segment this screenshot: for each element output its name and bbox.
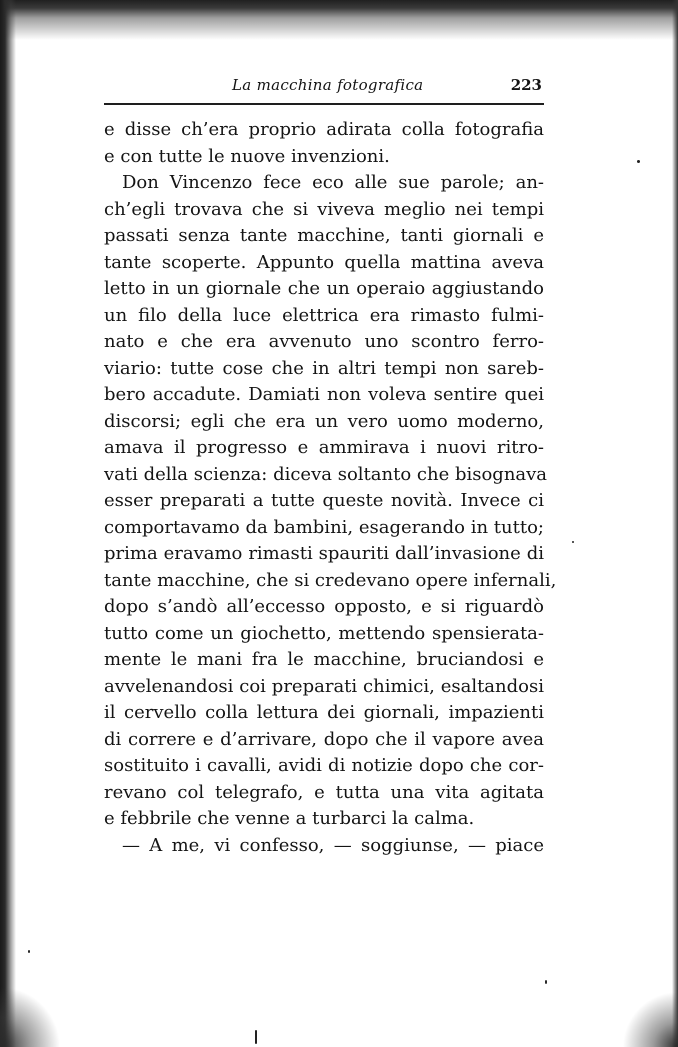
header-rule — [104, 103, 544, 105]
text-line: avvelenandosi coi preparati chimici, esaltandosi — [104, 675, 544, 697]
ink-speck — [572, 541, 574, 543]
page-header — [104, 76, 544, 100]
text-line: — A me, vi confesso, — soggiunse, — piace — [122, 834, 544, 856]
ink-speck — [28, 950, 30, 953]
text-line: e con tutte le nuove invenzioni. — [104, 145, 390, 167]
text-line: esser preparati a tutte queste novità. Invece ci — [104, 490, 544, 511]
text-line: ch’egli trovava che si viveva meglio nei tempi — [104, 198, 544, 220]
text-line: letto in un giornale che un operaio aggiustando — [104, 278, 544, 299]
text-line: amava il progresso e ammirava i nuovi ritro- — [104, 437, 544, 458]
page-edge-shadow-top — [0, 0, 678, 40]
text-line: sostituito i cavalli, avidi di notizie dopo che cor- — [104, 755, 544, 776]
text-line: dopo s’andò all’eccesso opposto, e si riguardò — [104, 596, 544, 617]
page-corner-shadow-bottom-left — [0, 987, 90, 1047]
ink-speck — [545, 980, 547, 984]
text-line: un filo della luce elettrica era rimasto fulmi- — [104, 304, 544, 326]
text-line: passati senza tante macchine, tanti giornali e — [104, 225, 544, 246]
text-line: tante scoperte. Appunto quella mattina aveva — [104, 251, 544, 273]
text-line: Don Vincenzo fece eco alle sue parole; an- — [122, 172, 544, 193]
page-edge-shadow-right — [672, 0, 678, 1047]
text-line: nato e che era avvenuto uno scontro ferro- — [104, 331, 544, 352]
text-line: tutto come un giochetto, mettendo spensierata- — [104, 622, 544, 644]
ink-speck — [255, 1030, 257, 1044]
text-line: revano col telegrafo, e tutta una vita agitata — [104, 781, 544, 803]
text-line: e disse ch’era proprio adirata colla fotografia — [104, 119, 544, 140]
text-line: discorsi; egli che era un vero uomo moderno, — [104, 410, 544, 432]
text-line: prima eravamo rimasti spauriti dall’invasione di — [104, 543, 544, 564]
text-line: viario: tutte cose che in altri tempi non sareb- — [104, 357, 544, 379]
text-line: mente le mani fra le macchine, bruciandosi e — [104, 649, 544, 670]
running-title: La macchina fotografica — [232, 76, 424, 94]
text-line: e febbrile che venne a turbarci la calma. — [104, 808, 475, 829]
text-line: comportavamo da bambini, esagerando in tutto; — [104, 516, 544, 538]
ink-speck — [637, 160, 640, 163]
text-line: tante macchine, che si credevano opere infernali, — [104, 569, 557, 591]
page-edge-shadow-left — [0, 0, 16, 1047]
text-line: il cervello colla lettura dei giornali, impazienti — [104, 702, 544, 723]
body-text — [104, 117, 557, 859]
page-number: 223 — [510, 76, 542, 94]
text-line: vati della scienza: diceva soltanto che bisognava — [104, 463, 548, 485]
page-corner-shadow-bottom-right — [608, 992, 678, 1047]
text-line: bero accadute. Damiati non voleva sentire quei — [104, 384, 544, 405]
text-line: di correre e d’arrivare, dopo che il vapore avea — [104, 728, 544, 750]
